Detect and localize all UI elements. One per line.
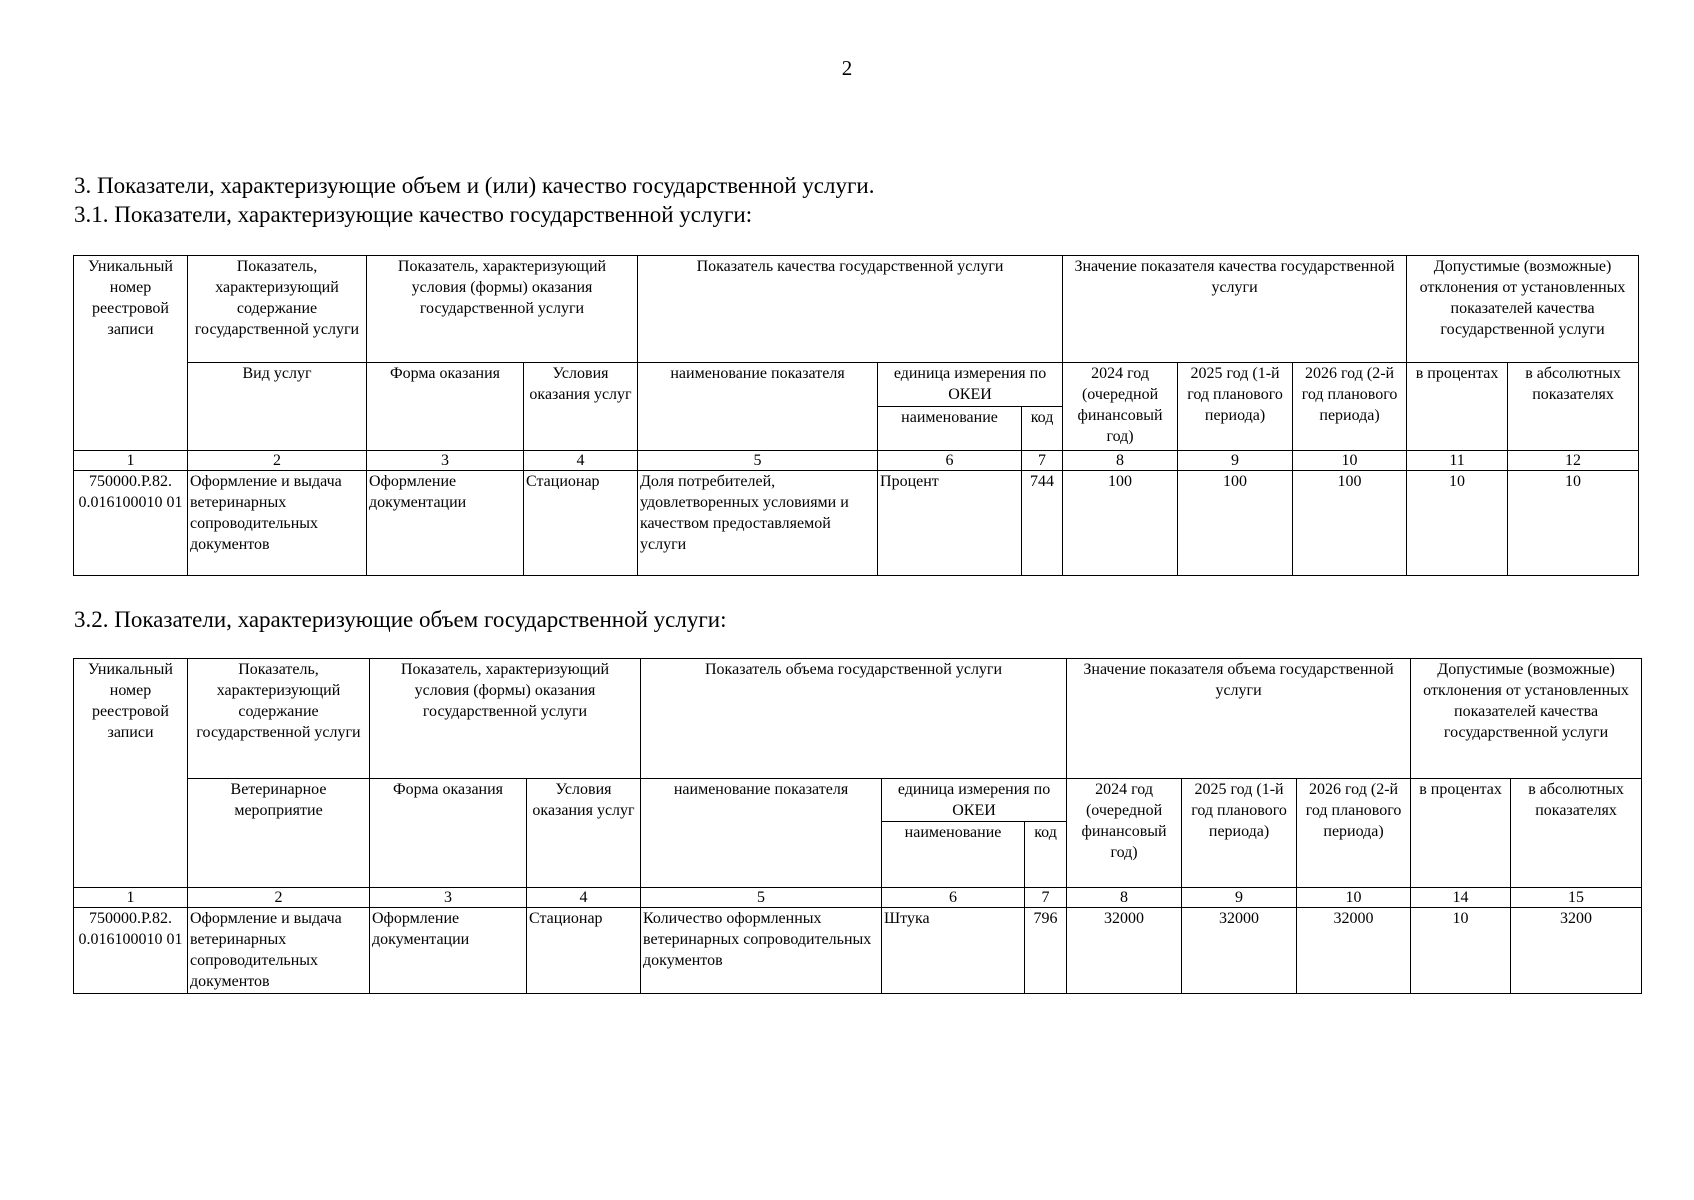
cell-year-2026: 32000 xyxy=(1297,908,1411,994)
header-unit: единица измерения по ОКЕИ xyxy=(878,363,1063,407)
cell-percent: 10 xyxy=(1407,471,1508,576)
header-percent: в процентах xyxy=(1411,779,1511,888)
header-indicator-name: наименование показателя xyxy=(638,363,878,451)
cell-registry: 750000.Р.82. 0.016100010 01 xyxy=(74,908,188,994)
header-year-2026: 2026 год (2-й год планового периода) xyxy=(1297,779,1411,888)
header-service-conditions: Условия оказания услуг xyxy=(524,363,638,451)
header-content: Показатель, характеризующий содержание государственной услуги xyxy=(188,659,370,779)
column-number: 1 xyxy=(74,451,188,471)
header-form: Форма оказания xyxy=(370,779,527,888)
header-value: Значение показателя качества государственной услуги xyxy=(1063,256,1407,363)
header-content: Показатель, характеризующий содержание государственной услуги xyxy=(188,256,367,363)
header-service-type: Ветеринарное мероприятие xyxy=(188,779,370,888)
cell-unit-name: Штука xyxy=(882,908,1025,994)
cell-year-2025: 32000 xyxy=(1182,908,1297,994)
column-number: 14 xyxy=(1411,888,1511,908)
table-row xyxy=(74,908,1642,994)
cell-year-2024: 32000 xyxy=(1067,908,1182,994)
table-row xyxy=(74,471,1639,576)
header-year-2024: 2024 год (очередной финансовый год) xyxy=(1063,363,1178,451)
column-number: 1 xyxy=(74,888,188,908)
column-number: 5 xyxy=(641,888,882,908)
column-number: 11 xyxy=(1407,451,1508,471)
column-number: 3 xyxy=(367,451,524,471)
section-heading: 3. Показатели, характеризующие объем и (или) качество государственной услуги. xyxy=(74,173,875,198)
column-number: 9 xyxy=(1182,888,1297,908)
cell-content: Оформление и выдача ветеринарных сопроводительных документов xyxy=(188,471,367,576)
column-number: 6 xyxy=(882,888,1025,908)
header-unit-name: наименование xyxy=(882,822,1025,888)
column-number: 10 xyxy=(1297,888,1411,908)
cell-conditions: Стационар xyxy=(524,471,638,576)
column-numbers-row xyxy=(74,451,1639,471)
header-percent: в процентах xyxy=(1407,363,1508,451)
column-number: 12 xyxy=(1508,451,1639,471)
column-number: 10 xyxy=(1293,451,1407,471)
header-service-type: Вид услуг xyxy=(188,363,367,451)
cell-indicator: Количество оформленных ветеринарных сопроводительных документов xyxy=(641,908,882,994)
cell-registry: 750000.Р.82. 0.016100010 01 xyxy=(74,471,188,576)
column-number: 4 xyxy=(524,451,638,471)
quality-heading: 3.1. Показатели, характеризующие качество государственной услуги: xyxy=(74,202,753,227)
column-number: 6 xyxy=(878,451,1022,471)
header-year-2025: 2025 год (1-й год планового периода) xyxy=(1178,363,1293,451)
cell-content: Оформление и выдача ветеринарных сопроводительных документов xyxy=(188,908,370,994)
header-form: Форма оказания xyxy=(367,363,524,451)
column-number: 2 xyxy=(188,451,367,471)
volume-table xyxy=(73,658,1642,994)
header-indicator: Показатель качества государственной услуги xyxy=(638,256,1063,363)
header-service-conditions: Условия оказания услуг xyxy=(527,779,641,888)
header-unit-code: код xyxy=(1022,407,1063,451)
cell-absolute: 3200 xyxy=(1511,908,1642,994)
header-year-2024: 2024 год (очередной финансовый год) xyxy=(1067,779,1182,888)
header-conditions: Показатель, характеризующий условия (формы) оказания государственной услуги xyxy=(370,659,641,779)
cell-unit-code: 744 xyxy=(1022,471,1063,576)
cell-unit-name: Процент xyxy=(878,471,1022,576)
column-number: 9 xyxy=(1178,451,1293,471)
header-registry: Уникальный номер реестровой записи xyxy=(74,256,188,451)
cell-year-2026: 100 xyxy=(1293,471,1407,576)
cell-absolute: 10 xyxy=(1508,471,1639,576)
column-numbers-row xyxy=(74,888,1642,908)
cell-form: Оформление документации xyxy=(370,908,527,994)
header-unit-code: код xyxy=(1025,822,1067,888)
header-absolute: в абсолютных показателях xyxy=(1511,779,1642,888)
column-number: 5 xyxy=(638,451,878,471)
column-number: 8 xyxy=(1067,888,1182,908)
cell-form: Оформление документации xyxy=(367,471,524,576)
header-deviation: Допустимые (возможные) отклонения от установленных показателей качества государственной услуги xyxy=(1411,659,1642,779)
header-year-2025: 2025 год (1-й год планового периода) xyxy=(1182,779,1297,888)
header-unit-name: наименование xyxy=(878,407,1022,451)
cell-unit-code: 796 xyxy=(1025,908,1067,994)
cell-conditions: Стационар xyxy=(527,908,641,994)
cell-percent: 10 xyxy=(1411,908,1511,994)
quality-table xyxy=(73,255,1639,576)
header-value: Значение показателя объема государственной услуги xyxy=(1067,659,1411,779)
header-year-2026: 2026 год (2-й год планового периода) xyxy=(1293,363,1407,451)
column-number: 7 xyxy=(1022,451,1063,471)
header-absolute: в абсолютных показателях xyxy=(1508,363,1639,451)
header-deviation: Допустимые (возможные) отклонения от установленных показателей качества государственной услуги xyxy=(1407,256,1639,363)
volume-heading: 3.2. Показатели, характеризующие объем государственной услуги: xyxy=(74,607,727,632)
column-number: 8 xyxy=(1063,451,1178,471)
column-number: 4 xyxy=(527,888,641,908)
column-number: 7 xyxy=(1025,888,1067,908)
column-number: 2 xyxy=(188,888,370,908)
header-indicator: Показатель объема государственной услуги xyxy=(641,659,1067,779)
header-registry: Уникальный номер реестровой записи xyxy=(74,659,188,888)
cell-year-2025: 100 xyxy=(1178,471,1293,576)
column-number: 3 xyxy=(370,888,527,908)
cell-year-2024: 100 xyxy=(1063,471,1178,576)
header-conditions: Показатель, характеризующий условия (формы) оказания государственной услуги xyxy=(367,256,638,363)
page-number: 2 xyxy=(841,56,853,80)
header-unit: единица измерения по ОКЕИ xyxy=(882,779,1067,822)
cell-indicator: Доля потребителей, удовлетворенных условиями и качеством предоставляемой услуги xyxy=(638,471,878,576)
column-number: 15 xyxy=(1511,888,1642,908)
header-indicator-name: наименование показателя xyxy=(641,779,882,888)
